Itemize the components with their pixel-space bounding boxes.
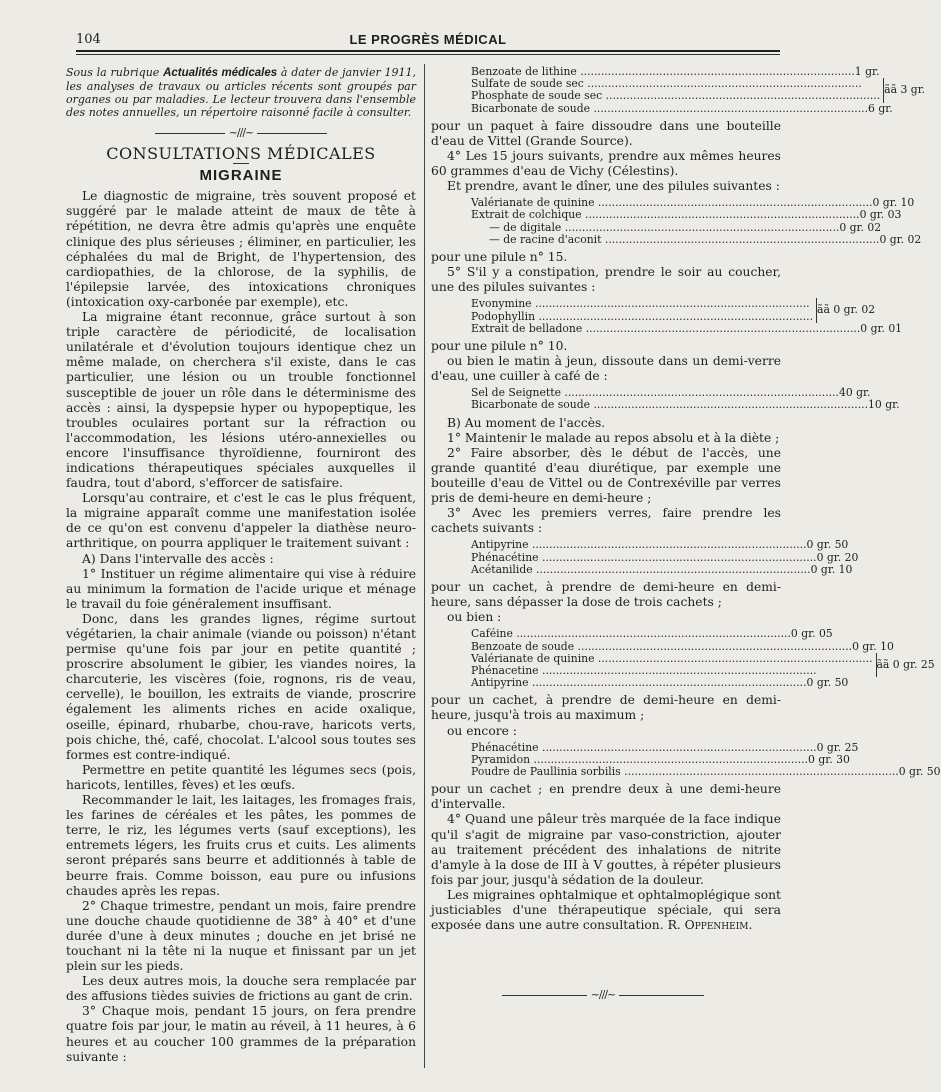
paragraph: 2° Chaque trimestre, pendant un mois, faire prendre une douche chaude quotidienne de 38° à 40° et d'une durée d'une à deux minutes ; douche en jet brisé ne touchant ni la tête ni la nuque et finissant par un jet plein sur les pieds. bbox=[66, 898, 416, 974]
column-divider bbox=[424, 64, 425, 1068]
paragraph: 4° Quand une pâleur très marquée de la face indique qu'il s'agit de migraine par vaso-constriction, ajouter au traitement précédent des inhalations de nitrite d'amyle à la dose de III à V gouttes, à répéter plusieurs fois par jour, jusqu'à sédation de la douleur. bbox=[431, 812, 781, 887]
paragraph: 1° Instituer un régime alimentaire qui vise à réduire au minimum la formation de l'acide urique et ménage le travail du foie généralement insuffisant. bbox=[66, 566, 416, 611]
left-column bbox=[66, 66, 416, 1065]
paragraph: 3° Chaque mois, pendant 15 jours, on fera prendre quatre fois par jour, le matin au réveil, à 11 heures, à 6 heures et au coucher 100 grammes de la préparation suivante : bbox=[66, 1004, 416, 1064]
paragraph: A) Dans l'intervalle des accès : bbox=[82, 551, 274, 566]
paragraph: pour un cachet, à prendre de demi-heure en demi-heure, jusqu'à trois au maximum ; bbox=[431, 693, 781, 723]
paragraph: 2° Faire absorber, dès le début de l'accès, une grande quantité d'eau diurétique, par exemple une bouteille d'eau de Vittel ou de Contrexéville par verres pris de demi-heure en demi-heure ; bbox=[431, 445, 781, 506]
paragraph: ou bien le matin à jeun, dissoute dans un demi-verre d'eau, une cuiller à café de : bbox=[431, 354, 781, 384]
prescription-seignette: Sel de Seignette ..... 40 gr. Bicarbonate de soude ..... 10 gr. bbox=[471, 387, 781, 411]
paragraph: ou bien : bbox=[447, 610, 502, 625]
prescription-cachets-1: Antipyrine ..... 0 gr. 50 Phénacétine ..... 0 gr. 20 Acétanilide ..... 0 gr. 10 bbox=[471, 539, 781, 576]
author-signature: R. Oppenheim. bbox=[667, 918, 753, 933]
paragraph: Et prendre, avant le dîner, une des pilules suivantes : bbox=[447, 179, 780, 194]
journal-title: LE PROGRÈS MÉDICAL bbox=[349, 32, 507, 47]
intro-note: Sous la rubrique Actualités médicales à dater de janvier 1911, les analyses de travaux ou articles récents sont groupés par organes ou par maladies. Le lecteur trouvera dans l'ensemble des notes annuelles, un répertoire raisonné facile à consulter. bbox=[66, 66, 416, 119]
page-header bbox=[76, 30, 780, 50]
prescription-laxative-pills: Evonymine ..... Podophyllin ..... ãã 0 gr. 02 Extrait de belladone ..... 0 gr. 01 bbox=[471, 298, 781, 335]
paragraph: B) Au moment de l'accès. bbox=[447, 415, 606, 430]
paragraph: Recommander le lait, les laitages, les fromages frais, les farines de céréales et les pâtes, les pommes de terre, le riz, les légumes verts (sauf exceptions), les entremets légers, les fruits crus et cuits. Les aliments seront préparés sans beurre et additionnés à table de beurre frais. Comme boisson, eau pure ou infusions chaudes après les repas. bbox=[66, 793, 416, 898]
paragraph: Les deux autres mois, la douche sera remplacée par des affusions tièdes suivies de frictions au gant de crin. bbox=[66, 974, 416, 1004]
header-rule-thin bbox=[76, 54, 780, 55]
paragraph: Le diagnostic de migraine, très souvent proposé et suggéré par le malade atteint de maux de tête à répétition, ne devra être admis qu'après une enquête clinique des plus sérieuses ; éliminer, en particulier, les céphalées du mal de Bright, de l'hypertension, des cardiopathies, de la chlorose, de la syphilis, de l'épilepsie larvée, des intoxications chroniques (intoxication oxy-carbonée par exemple), etc. bbox=[66, 189, 416, 309]
header-rule bbox=[76, 50, 780, 52]
paragraph: pour un paquet à faire dissoudre dans une bouteille d'eau de Vittel (Grande Source). bbox=[431, 118, 781, 148]
paragraph: ou encore : bbox=[447, 723, 517, 738]
paragraph: La migraine étant reconnue, grâce surtout à son triple caractère de périodicité, de localisation unilatérale et d'évolution toujours identique chez un même malade, on cherchera s'il existe, dans le cas particulier, une lésion ou un trouble fonctionnel susceptible de jouer un rôle dans le déterminisme des accès : ainsi, la dyspepsie hyper ou hypopeptique, les troubles oculaires portant sur la réfraction ou l'accommodation, les lésions utéro-annexielles ou encore l'insuffisance thyroïdienne, fourniront des indications thérapeutiques spéciales auxquelles il faudra, tout d'abord, s'efforcer de satisfaire. bbox=[66, 310, 416, 491]
paragraph: Donc, dans les grandes lignes, régime surtout végétarien, la chair animale (viande ou poisson) n'étant permise qu'une fois par jour en petite quantité ; proscrire absolument le gibier, les viandes noires, la charcuterie, les viscères (foie, rognons, ris de veau, cervelle), le bouillon, les extraits de viande, proscrire également les aliments riches en acide oxalique, oseille, épinard, rhubarbe, chou-rave, haricots verts, pois chiche, thé, café, chocolat. L'alcool sous toutes ses formes est contre-indiqué. bbox=[66, 611, 416, 762]
page-number: 104 bbox=[76, 32, 101, 47]
paragraph: pour un cachet ; en prendre deux à une demi-heure d'intervalle. bbox=[431, 782, 781, 812]
paragraph: pour une pilule n° 10. bbox=[431, 338, 568, 353]
paragraph: pour une pilule n° 15. bbox=[431, 250, 568, 265]
paragraph: 5° S'il y a constipation, prendre le soir au coucher, une des pilules suivantes : bbox=[431, 265, 781, 295]
rubric-name: Actualités médicales bbox=[163, 67, 278, 79]
paragraph: 3° Avec les premiers verres, faire prendre les cachets suivants : bbox=[431, 506, 781, 536]
paragraph: 1° Maintenir le malade au repos absolu et à la diète ; bbox=[447, 430, 780, 445]
closing-ornament: ~∕∕∕~ bbox=[478, 988, 728, 1001]
title-dash bbox=[233, 163, 249, 164]
paragraph: pour un cachet, à prendre de demi-heure en demi-heure, sans dépasser la dose de trois cachets ; bbox=[431, 580, 781, 610]
paragraph: 4° Les 15 jours suivants, prendre aux mêmes heures 60 grammes d'eau de Vichy (Célestins). bbox=[431, 149, 781, 179]
ornament-divider: ~∕∕∕~ bbox=[66, 125, 416, 140]
prescription-cachets-2: Caféine ..... 0 gr. 05 Benzoate de soude ..... 0 gr. 10 Valérianate de quinine ..... Phénacetine ..... ãã 0 gr. 25 Antipyrine ..... 0 gr. 50 bbox=[471, 628, 781, 689]
section-title: CONSULTATIONS MÉDICALES bbox=[106, 144, 376, 164]
prescription-pills: Valérianate de quinine ..... 0 gr. 10 Extrait de colchique ..... 0 gr. 03 — de digitale ..... 0 gr. 02 — de racine d'aconit ..... 0 gr. 02 bbox=[471, 197, 781, 246]
prescription-lithine: Benzoate de lithine ..... 1 gr. Sulfate de soude sec ..... Phosphate de soude sec ..... ãã 3 gr. Bicarbonate de soude ..... 6 gr. bbox=[471, 66, 781, 115]
paragraph: Permettre en petite quantité les légumes secs (pois, haricots, lentilles, fèves) et les œufs. bbox=[66, 762, 416, 792]
prescription-cachets-3: Phénacétine ..... 0 gr. 25 Pyramidon ..... 0 gr. 30 Poudre de Paullinia sorbilis ..... 0 gr. 50 bbox=[471, 742, 781, 779]
right-column bbox=[431, 65, 941, 933]
paragraph: Lorsqu'au contraire, et c'est le cas le plus fréquent, la migraine apparaît comme une manifestation isolée de ce qu'on est convenu d'appeler la diathèse neuro-arthritique, on pourra appliquer le traitement suivant : bbox=[66, 491, 416, 551]
section-subtitle: MIGRAINE bbox=[199, 167, 283, 185]
closing-paragraph: Les migraines ophtalmique et ophtalmoplégique sont justiciables d'une thérapeutique spéciale, qui sera exposée dans une autre consultation. R. Oppenheim. bbox=[431, 887, 781, 933]
